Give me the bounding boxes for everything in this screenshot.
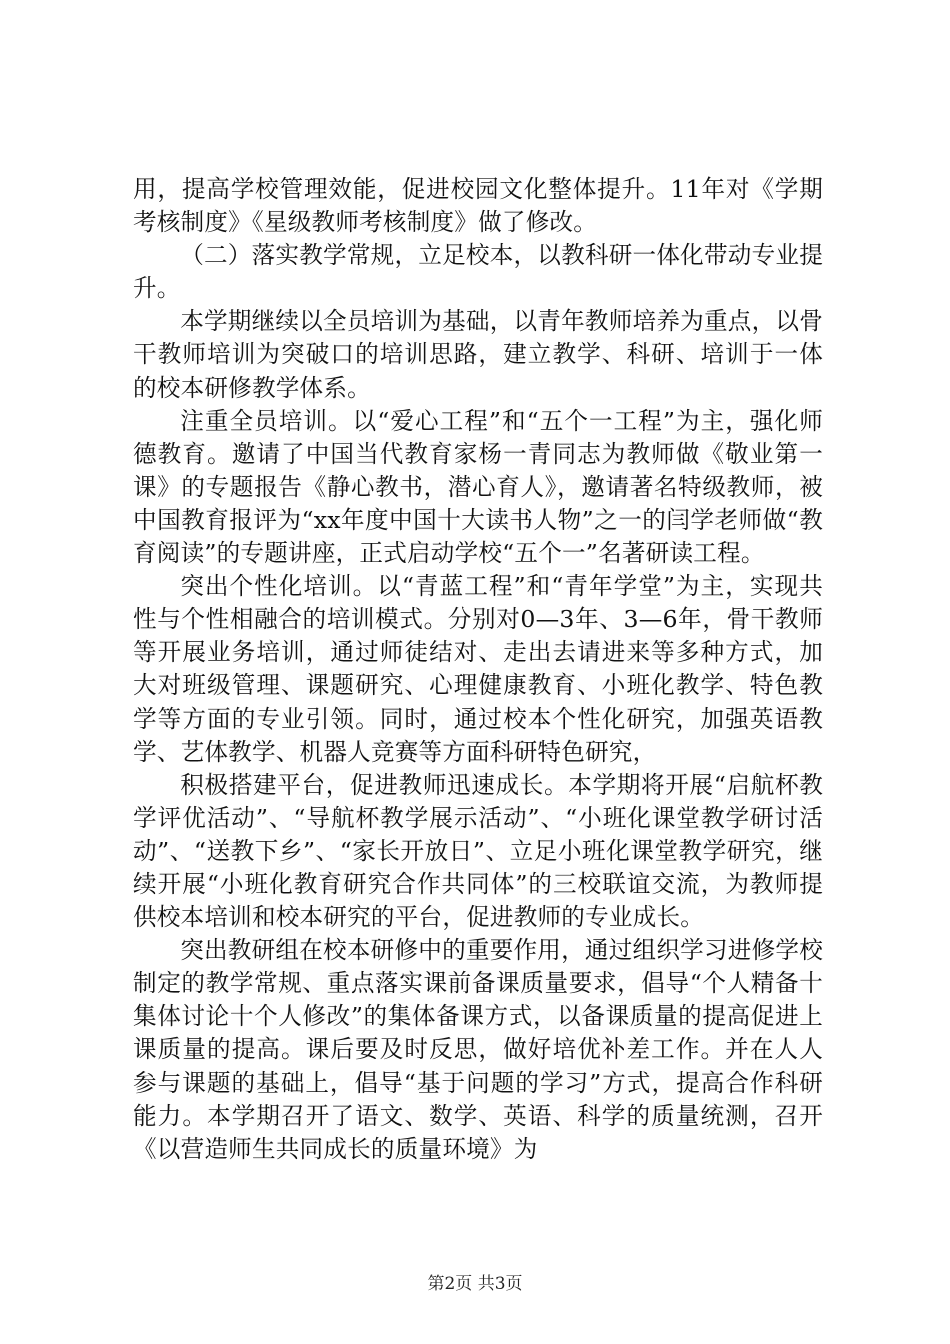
- paragraph-2: （二）落实教学常规，立足校本，以教科研一体化带动专业提升。: [133, 241, 823, 303]
- paragraph-1: 用，提高学校管理效能，促进校园文化整体提升。11年对《学期考核制度》《星级教师考核制度》做了修改。: [133, 175, 823, 237]
- paragraph-3: 本学期继续以全员培训为基础，以青年教师培养为重点，以骨干教师培训为突破口的培训思路，建立教学、科研、培训于一体的校本研修教学体系。: [133, 307, 823, 402]
- page-number-label: 第2页 共3页: [427, 1274, 523, 1294]
- paragraph-5: 突出个性化培训。以“青蓝工程”和“青年学堂”为主，实现共性与个性相融合的培训模式。分别对0—3年、3—6年，骨干教师等开展业务培训，通过师徒结对、走出去请进来等多种方式，加大对班级管理、课题研究、心理健康教育、小班化教学、特色教学等方面的专业引领。同时，通过校本个性化研究，加强英语教学、艺体教学、机器人竞赛等方面科研特色研究，: [133, 572, 823, 766]
- paragraph-6: 积极搭建平台，促进教师迅速成长。本学期将开展“启航杯教学评优活动”、“导航杯教学展示活动”、“小班化课堂教学研讨活动”、“送教下乡”、“家长开放日”、立足小班化课堂教学研究，继续开展“小班化教育研究合作共同体”的三校联谊交流，为教师提供校本培训和校本研究的平台，促进教师的专业成长。: [133, 770, 823, 932]
- document-body: [133, 173, 823, 1166]
- paragraph-4: 注重全员培训。以“爱心工程”和“五个一工程”为主，强化师德教育。邀请了中国当代教育家杨一青同志为教师做《敬业第一课》的专题报告《静心教书，潜心育人》，邀请著名特级教师，被中国教育报评为“xx年度中国十大读书人物”之一的闫学老师做“教育阅读”的专题讲座，正式启动学校“五个一”名著研读工程。: [133, 406, 823, 568]
- paragraph-7: 突出教研组在校本研修中的重要作用，通过组织学习进修学校制定的教学常规、重点落实课前备课质量要求，倡导“个人精备十集体讨论十个人修改”的集体备课方式，以备课质量的提高促进上课质量的提高。课后要及时反思，做好培优补差工作。并在人人参与课题的基础上，倡导“基于问题的学习”方式，提高合作科研能力。本学期召开了语文、数学、英语、科学的质量统测，召开《以营造师生共同成长的质量环境》为: [133, 936, 823, 1163]
- page-footer: [0, 1273, 950, 1295]
